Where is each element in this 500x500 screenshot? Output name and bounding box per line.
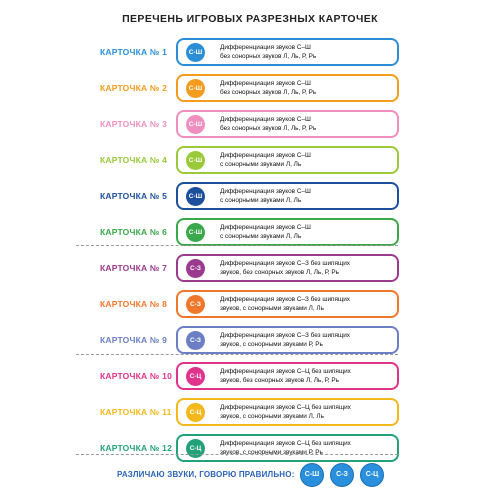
card-description-line-1: Дифференциация звуков С–З без шипящих: [220, 260, 350, 267]
sound-badge: С-Ш: [186, 223, 205, 242]
card-row: [0, 146, 500, 174]
card-box: [176, 362, 399, 390]
card-box: [176, 38, 399, 66]
card-description-line-1: Дифференциация звуков С–З без шипящих: [220, 296, 350, 303]
card-description: [220, 79, 393, 97]
sound-badge: С-Ш: [186, 115, 205, 134]
card-label: КАРТОЧКА № 7: [100, 263, 168, 273]
card-row: [0, 254, 500, 282]
card-label: КАРТОЧКА № 2: [100, 83, 168, 93]
sound-badge: С-Ш: [186, 43, 205, 62]
footer-badge-s-ts: С-Ц: [360, 463, 384, 487]
card-box: [176, 110, 399, 138]
footer-badge-s-z: С-З: [330, 463, 354, 487]
card-description-line-2: звуков, с сонорными звуками Р, Рь: [220, 449, 323, 456]
card-label: КАРТОЧКА № 12: [100, 443, 173, 453]
card-label: КАРТОЧКА № 9: [100, 335, 168, 345]
card-label: КАРТОЧКА № 11: [100, 407, 172, 417]
divider-1: [76, 245, 398, 246]
footer-badge-s-sh: С-Ш: [300, 463, 324, 487]
card-description: [220, 43, 393, 61]
card-description-line-1: Дифференциация звуков С–Ш: [220, 188, 311, 195]
card-box: [176, 146, 399, 174]
sound-badge: С-Ц: [186, 367, 205, 386]
card-row: [0, 74, 500, 102]
card-description: [220, 151, 393, 169]
card-description-line-2: без сонорных звуков Л, Ль, Р, Рь: [220, 125, 317, 132]
footer: [0, 463, 500, 489]
card-box: [176, 74, 399, 102]
page-title: ПЕРЕЧЕНЬ ИГРОВЫХ РАЗРЕЗНЫХ КАРТОЧЕК: [122, 13, 378, 25]
card-label: КАРТОЧКА № 4: [100, 155, 168, 165]
card-row: [0, 218, 500, 246]
card-description-line-1: Дифференциация звуков С–З без шипящих: [220, 332, 350, 339]
card-description: [220, 259, 393, 277]
card-description-line-1: Дифференциация звуков С–Ш: [220, 224, 311, 231]
card-description: [220, 187, 393, 205]
card-box: [176, 326, 399, 354]
sound-badge: С-Ш: [186, 187, 205, 206]
card-description-line-2: с сонорными звуками Л, Ль: [220, 197, 302, 204]
divider-3: [76, 454, 398, 455]
card-description-line-2: звуков, без сонорных звуков Л, Ль, Р, Рь: [220, 377, 339, 384]
card-description-line-2: звуков, с сонорными звуками Л, Ль: [220, 305, 324, 312]
card-row: [0, 38, 500, 66]
card-row: [0, 326, 500, 354]
sound-badge: С-Ш: [186, 151, 205, 170]
card-description: [220, 331, 393, 349]
card-description-line-1: Дифференциация звуков С–Ц без шипящих: [220, 404, 351, 411]
card-description-line-1: Дифференциация звуков С–Ц без шипящих: [220, 368, 351, 375]
card-row: [0, 398, 500, 426]
card-description-line-2: с сонорными звуками Л, Ль: [220, 161, 302, 168]
card-box: [176, 218, 399, 246]
card-label: КАРТОЧКА № 5: [100, 191, 168, 201]
sound-badge: С-Ц: [186, 403, 205, 422]
card-box: [176, 254, 399, 282]
sound-badge: С-З: [186, 295, 205, 314]
card-description-line-2: звуков, без сонорных звуков Л, Ль, Р, Рь: [220, 269, 339, 276]
card-row: [0, 182, 500, 210]
card-description: [220, 367, 393, 385]
card-description-line-2: без сонорных звуков Л, Ль, Р, Рь: [220, 53, 317, 60]
card-label: КАРТОЧКА № 6: [100, 227, 168, 237]
card-description-line-2: без сонорных звуков Л, Ль, Р, Рь: [220, 89, 317, 96]
card-box: [176, 398, 399, 426]
sound-badge: С-З: [186, 259, 205, 278]
card-description-line-1: Дифференциация звуков С–Ш: [220, 44, 311, 51]
card-box: [176, 434, 399, 462]
card-description-line-1: Дифференциация звуков С–Ш: [220, 80, 311, 87]
card-box: [176, 290, 399, 318]
card-row: [0, 434, 500, 462]
card-description: [220, 223, 393, 241]
card-description: [220, 295, 393, 313]
card-label: КАРТОЧКА № 1: [100, 47, 168, 57]
card-box: [176, 182, 399, 210]
card-description-line-2: с сонорными звуками Л, Ль: [220, 233, 302, 240]
card-label: КАРТОЧКА № 10: [100, 371, 173, 381]
card-description-line-2: звуков, с сонорными звуками Р, Рь: [220, 341, 323, 348]
card-description-line-1: Дифференциация звуков С–Ш: [220, 152, 311, 159]
card-row: [0, 290, 500, 318]
card-description: [220, 115, 393, 133]
card-row: [0, 362, 500, 390]
card-description-line-1: Дифференциация звуков С–Ц без шипящих: [220, 440, 351, 447]
card-label: КАРТОЧКА № 8: [100, 299, 168, 309]
card-label: КАРТОЧКА № 3: [100, 119, 168, 129]
divider-2: [76, 354, 398, 355]
card-description: [220, 403, 393, 421]
footer-text: РАЗЛИЧАЮ ЗВУКИ, ГОВОРЮ ПРАВИЛЬНО:: [117, 470, 295, 479]
sound-badge: С-Ш: [186, 79, 205, 98]
card-row: [0, 110, 500, 138]
sound-badge: С-Ц: [186, 439, 205, 458]
sound-badge: С-З: [186, 331, 205, 350]
card-description-line-2: звуков, с сонорными звуками Л, Ль: [220, 413, 324, 420]
card-description-line-1: Дифференциация звуков С–Ш: [220, 116, 311, 123]
